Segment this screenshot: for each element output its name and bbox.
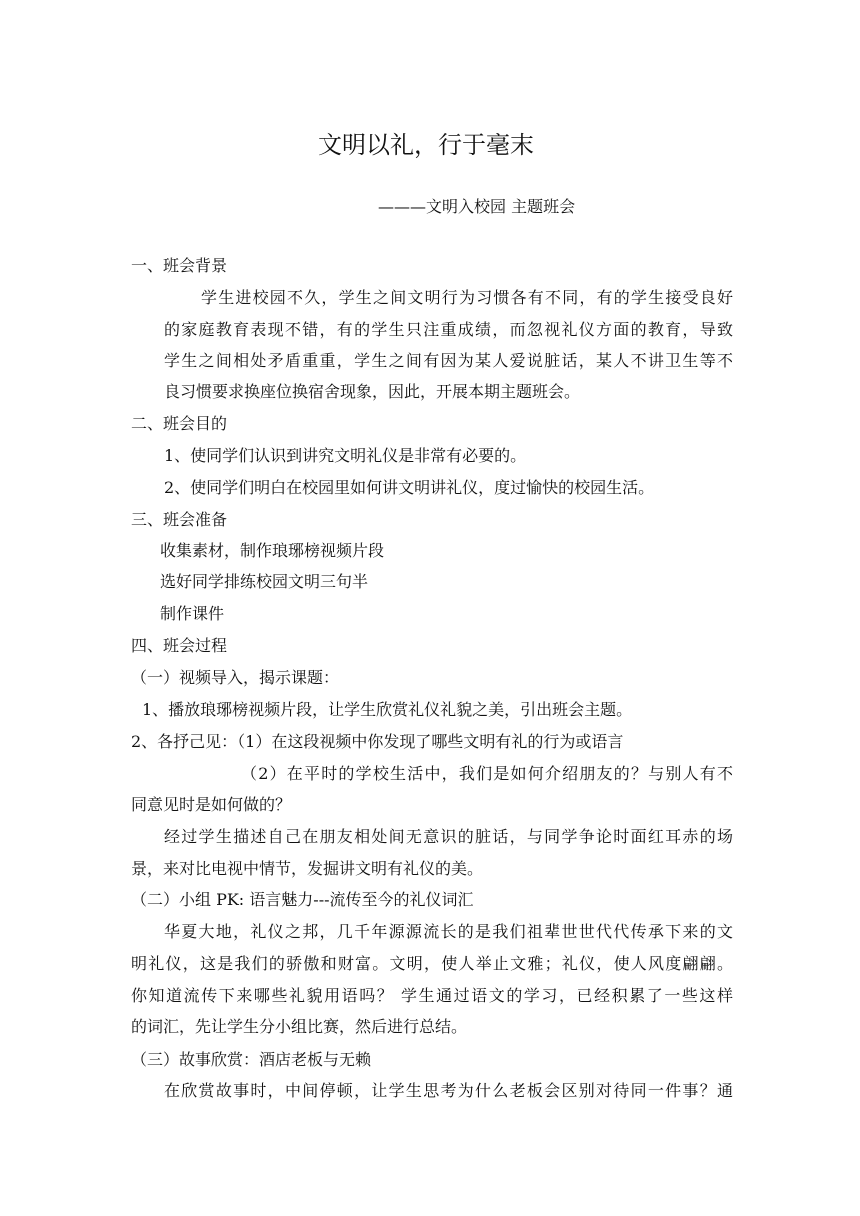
paragraph-line: 你知道流传下来哪些礼貌用语吗？ 学生通过语文的学习，已经积累了一些这样 — [131, 986, 733, 1005]
paragraph-line: 景，来对比电视中情节，发掘讲文明有礼仪的美。 — [131, 859, 484, 878]
subsection-heading: （三）故事欣赏：酒店老板与无赖 — [131, 1050, 372, 1069]
subsection-heading: （一）视频导入，揭示课题： — [131, 668, 340, 687]
subsection-heading: （二）小组 PK: 语言魅力---流传至今的礼仪词汇 — [131, 890, 474, 909]
paragraph-line: 良习惯要求换座位换宿舍现象，因此，开展本期主题班会。 — [164, 382, 581, 401]
paragraph-line: 明礼仪，这是我们的骄傲和财富。文明，使人举止文雅；礼仪，使人风度翩翩。 — [131, 954, 733, 973]
section-heading: 四、班会过程 — [131, 636, 228, 655]
section-heading: 一、班会背景 — [131, 256, 228, 275]
paragraph-line: （2）在平时的学校生活中，我们是如何介绍朋友的？与别人有不 — [241, 764, 733, 783]
list-item: 选好同学排练校园文明三句半 — [160, 572, 369, 591]
section-heading: 二、班会目的 — [131, 414, 228, 433]
list-item: 制作课件 — [160, 604, 225, 623]
paragraph-line: 经过学生描述自己在朋友相处间无意识的脏话，与同学争论时面红耳赤的场 — [164, 827, 733, 846]
paragraph-line: 1、播放琅琊榜视频片段，让学生欣赏礼仪礼貌之美，引出班会主题。 — [142, 700, 633, 719]
paragraph-line: 在欣赏故事时，中间停顿，让学生思考为什么老板会区别对待同一件事？通 — [164, 1081, 733, 1100]
paragraph-line: 同意见时是如何做的？ — [131, 795, 292, 814]
paragraph-line: 学生之间相处矛盾重重，学生之间有因为某人爱说脏话，某人不讲卫生等不 — [164, 351, 733, 370]
paragraph-line: 2、各抒己见：（1）在这段视频中你发现了哪些文明有礼的行为或语言 — [131, 732, 624, 751]
paragraph-line: 的词汇，先让学生分小组比赛，然后进行总结。 — [131, 1017, 468, 1036]
list-item: 收集素材，制作琅琊榜视频片段 — [160, 541, 385, 560]
list-item: 1、使同学们认识到讲究文明礼仪是非常有必要的。 — [164, 446, 527, 465]
list-item: 2、使同学们明白在校园里如何讲文明讲礼仪，度过愉快的校园生活。 — [164, 478, 655, 497]
document-subtitle: ———文明入校园 主题班会 — [378, 197, 576, 216]
paragraph-line: 的家庭教育表现不错，有的学生只注重成绩，而忽视礼仪方面的教育，导致 — [164, 320, 733, 339]
document-title: 文明以礼，行于毫末 — [318, 131, 534, 159]
paragraph-line: 华夏大地，礼仪之邦，几千年源源流长的是我们祖辈世世代代传承下来的文 — [164, 922, 733, 941]
section-heading: 三、班会准备 — [131, 510, 228, 529]
paragraph-line: 学生进校园不久，学生之间文明行为习惯各有不同，有的学生接受良好 — [201, 288, 733, 307]
